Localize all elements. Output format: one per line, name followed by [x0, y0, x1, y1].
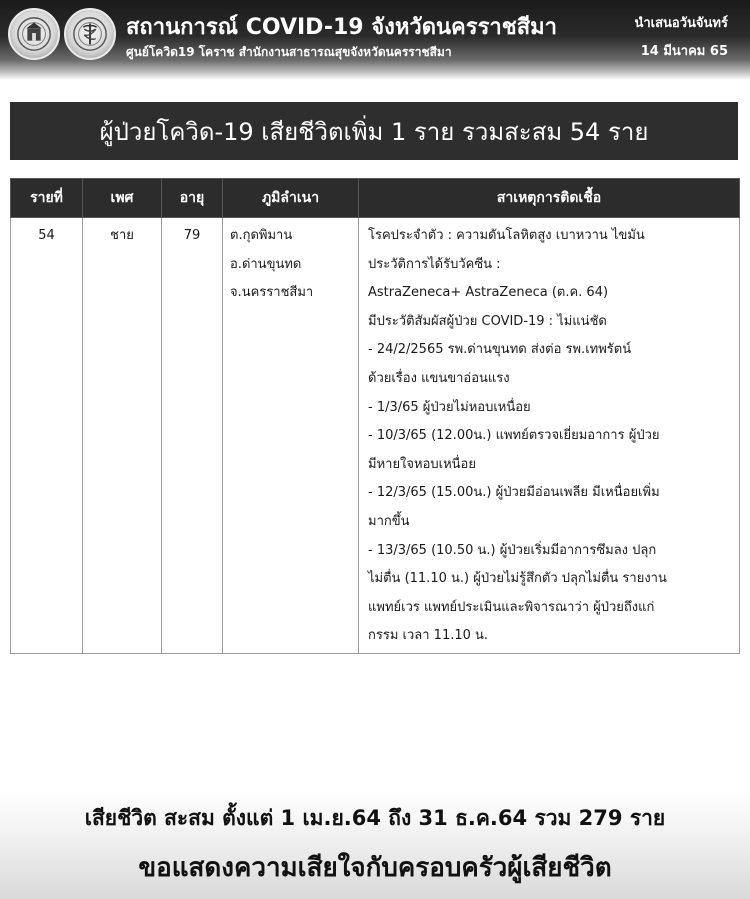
date-label: นำเสนอวันจันทร์ [634, 16, 728, 31]
health-ministry-seal-icon [64, 8, 116, 60]
table-row [11, 218, 740, 654]
cause-line: ประวัติการได้รับวัคซีน : [368, 256, 501, 272]
page-title: สถานการณ์ COVID-19 จังหวัดนครราชสีมา [126, 15, 557, 40]
header-sex: เพศ [83, 179, 162, 218]
header-age: อายุ [162, 179, 223, 218]
origin-province: จ.นครราชสีมา [230, 285, 314, 301]
condolence-text: ขอแสดงความเสียใจกับครอบครัวผู้เสียชีวิต [138, 853, 612, 883]
cause-line: แพทย์เวร แพทย์ประเมินและพิจารณาว่า ผู้ป่วยถึงแก่ [368, 599, 655, 615]
cause-line: มากขึ้น [368, 513, 410, 529]
cause-line: มีหายใจหอบเหนื่อย [368, 456, 476, 472]
page-subtitle: ศูนย์โควิด19 โคราช สำนักงานสาธารณสุขจังหวัดนครราชสีมา [126, 45, 452, 59]
header-case-no: รายที่ [11, 179, 83, 218]
header-cause: สาเหตุการติดเชื้อ [359, 179, 740, 218]
case-table [10, 178, 740, 654]
cause-line: - 13/3/65 (10.50 น.) ผู้ป่วยเริ่มมีอาการซึมลง ปลุก [368, 542, 657, 558]
cause-line: - 12/3/65 (15.00น.) ผู้ป่วยมีอ่อนเพลีย มีเหนื่อยเพิ่ม [368, 485, 660, 501]
table-header-row [11, 179, 740, 218]
provincial-seal-icon [8, 8, 60, 60]
cell-origin [223, 218, 359, 654]
cause-line: โรคประจำตัว : ความดันโลหิตสูง เบาหวาน ไขมัน [368, 228, 645, 243]
cause-line: - 1/3/65 ผู้ป่วยไม่หอบเหนื่อย [368, 399, 531, 415]
cause-line: ด้วยเรื่อง แขนขาอ่อนแรง [368, 370, 510, 386]
header-bar [0, 0, 750, 80]
cause-line: มีประวัติสัมผัสผู้ป่วย COVID-19 : ไม่แน่ชัด [368, 313, 607, 329]
origin-subdistrict: ต.กุดพิมาน [230, 228, 293, 243]
cell-case-no: 54 [11, 218, 83, 654]
cause-line: AstraZeneca+ AstraZeneca (ต.ค. 64) [368, 285, 609, 301]
cell-cause [359, 218, 740, 654]
date-value: 14 มีนาคม 65 [640, 44, 728, 59]
origin-district: อ.ด่านขุนทด [230, 256, 302, 272]
header-origin: ภูมิลำเนา [223, 179, 359, 218]
cause-line: - 24/2/2565 รพ.ด่านขุนทด ส่งต่อ รพ.เทพรัตน์ [368, 342, 632, 358]
cause-line: - 10/3/65 (12.00น.) แพทย์ตรวจเยี่ยมอาการ ผู้ป่วย [368, 428, 660, 444]
cause-line: ไม่ตื่น (11.10 น.) ผู้ป่วยไม่รู้สึกตัว ปลุกไม่ตื่น รายงาน [368, 571, 667, 587]
cell-age: 79 [162, 218, 223, 654]
headline-text: ผู้ป่วยโควิด-19 เสียชีวิตเพิ่ม 1 ราย รวมสะสม 54 ราย [99, 117, 649, 146]
cumulative-deaths-text: เสียชีวิต สะสม ตั้งแต่ 1 เม.ย.64 ถึง 31 ธ.ค.64 รวม 279 ราย [84, 806, 666, 830]
cause-line: กรรม เวลา 11.10 น. [368, 628, 489, 644]
cell-sex: ชาย [83, 218, 162, 654]
headline-banner [10, 102, 738, 160]
